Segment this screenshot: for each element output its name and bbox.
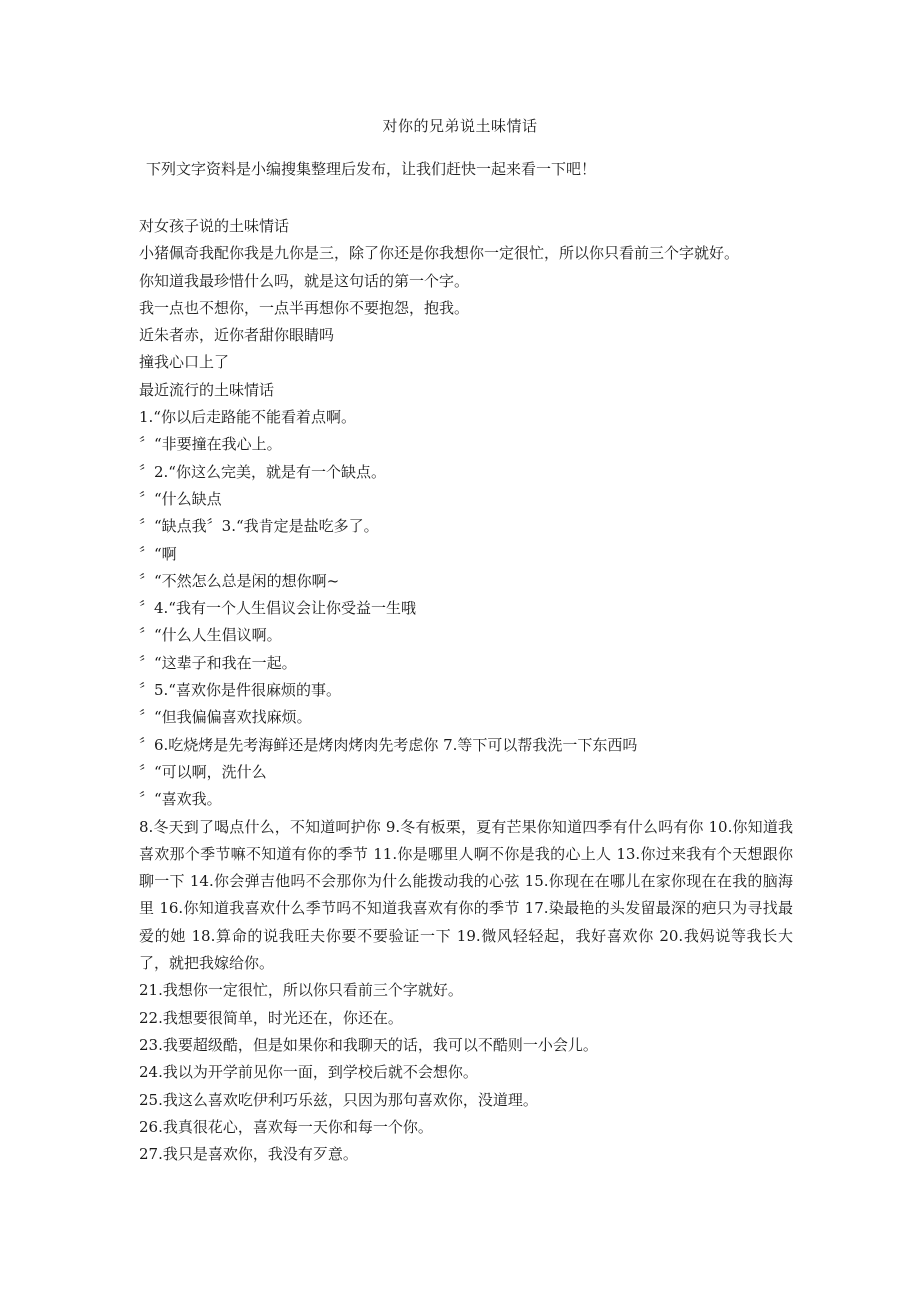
intro-text: 下列文字资料是小编搜集整理后发布，让我们赶快一起来看一下吧！ [146, 160, 597, 178]
text-line: 近朱者赤，近你者甜你眼睛吗 [139, 326, 335, 345]
text-line: 〞“这辈子和我在一起。 [139, 653, 297, 672]
text-line: 26.我真很花心，喜欢每一天你和每一个你。 [139, 1117, 433, 1136]
text-line: 〞“缺点我〞3.“我肯定是盐吃多了。 [139, 517, 379, 536]
document-body [139, 213, 793, 1168]
text-line: 〞2.“你这么完美，就是有一个缺点。 [139, 462, 386, 481]
document-title: 对你的兄弟说土味情话 [382, 117, 538, 135]
text-line: 24.我以为开学前见你一面，到学校后就不会想你。 [139, 1063, 478, 1082]
text-line: 撞我心口上了 [139, 353, 230, 372]
text-line: 〞“什么缺点 [139, 489, 222, 508]
text-line: 〞“啊 [139, 544, 177, 563]
text-line: 23.我要超级酷，但是如果你和我聊天的话，我可以不酷则一小会儿。 [139, 1035, 598, 1054]
text-line: 27.我只是喜欢你，我没有歹意。 [139, 1145, 358, 1164]
text-line: 小猪佩奇我配你我是九你是三，除了你还是你我想你一定很忙，所以你只看前三个字就好。 [139, 244, 740, 263]
text-line: 最近流行的土味情话 [139, 380, 275, 399]
text-line: 22.我想要很简单，时光还在，你还在。 [139, 1008, 403, 1027]
text-line: 〞“非要撞在我心上。 [139, 435, 282, 454]
text-line: 〞“不然怎么总是闲的想你啊~ [139, 571, 340, 590]
text-line: 我一点也不想你，一点半再想你不要抱怨，抱我。 [139, 298, 470, 317]
text-line: 〞4.“我有一个人生倡议会让你受益一生哦 [139, 599, 416, 618]
text-line: 你知道我最珍惜什么吗，就是这句话的第一个字。 [139, 271, 470, 290]
text-line: 〞“但我偏偏喜欢找麻烦。 [139, 708, 312, 727]
text-line: 21.我想你一定很忙，所以你只看前三个字就好。 [139, 981, 463, 1000]
text-line: 1.“你以后走路能不能看着点啊。 [139, 408, 356, 427]
body-paragraph: 8.冬天到了喝点什么，不知道呵护你 9.冬有板栗，夏有芒果你知道四季有什么吗有你 10.你知道我喜欢那个季节嘛不知道有你的季节 11.你是哪里人啊不你是我的心上人 13.你过来我有个天想跟你聊一下 14.你会弹吉他吗不会那你为什么能拨动我的心弦 15.你现在在哪儿在家你现在在我的脑海里 16.你知道我喜欢什么季节吗不知道我喜欢有你的季节 17.染最艳的头发留最深的疤只为寻找最爱的她 18.算命的说我旺夫你要不要验证一下 19.微风轻轻起，我好喜欢你 20.我妈说等我长大了，就把我嫁给你。 [139, 817, 793, 973]
text-line: 〞“喜欢我。 [139, 790, 222, 809]
text-line: 〞“什么人生倡议啊。 [139, 626, 282, 645]
text-line: 〞6.吃烧烤是先考海鲜还是烤肉烤肉先考虑你 7.等下可以帮我洗一下东西吗 [139, 735, 638, 754]
text-line: 对女孩子说的土味情话 [139, 217, 290, 235]
text-line: 25.我这么喜欢吃伊利巧乐兹，只因为那句喜欢你，没道理。 [139, 1090, 538, 1109]
text-line: 〞5.“喜欢你是件很麻烦的事。 [139, 681, 341, 700]
text-line: 〞“可以啊，洗什么 [139, 762, 267, 781]
